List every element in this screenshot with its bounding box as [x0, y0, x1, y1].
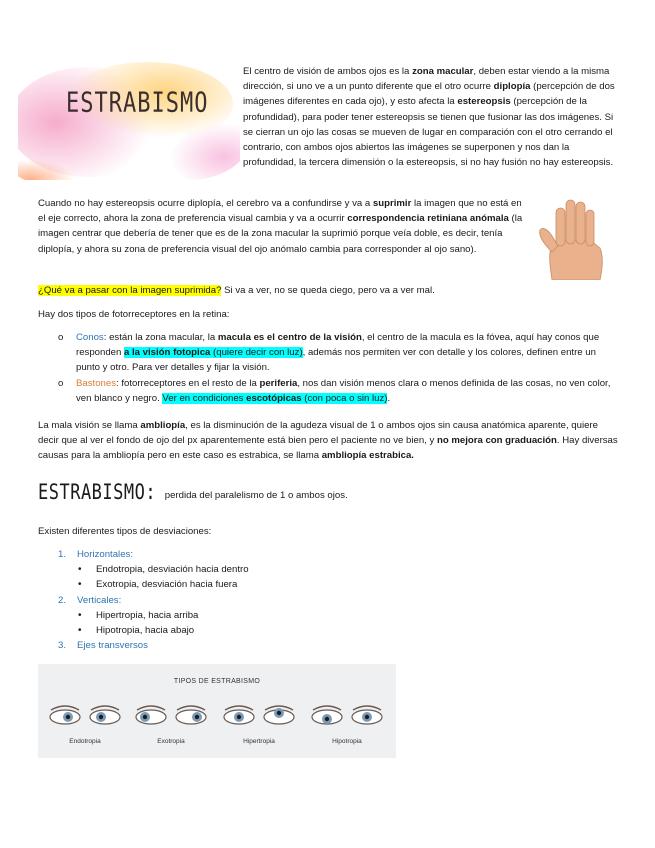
sub-item — [58, 562, 558, 577]
strabismus-figure — [38, 664, 396, 758]
figure-label-endotropia: Endotropia — [69, 738, 101, 745]
eyes-endotropia-icon — [48, 702, 122, 730]
category-label: Horizontales: — [77, 549, 133, 560]
answer-text: Si va a ver, no se queda ciego, pero va a ver mal. — [221, 285, 435, 296]
conos-label: Conos — [76, 332, 104, 343]
highlight-text: Ver en condiciones — [162, 392, 247, 404]
list-item-horizontales — [58, 547, 558, 562]
sub-item — [58, 608, 558, 623]
bold-term: no mejora con graduación — [436, 435, 557, 447]
bastones-label: Bastones — [76, 377, 117, 389]
sub-item — [58, 577, 558, 592]
highlight-term: a la visión fotopica — [124, 347, 211, 359]
deviation-intro: Existen diferentes tipos de desviaciones: — [38, 526, 212, 537]
bold-term: suprimir — [372, 198, 412, 209]
text-run: (percepción de dos imágenes diferentes en cada ojo), y esto afecta la — [243, 81, 615, 108]
list-item-transversos — [58, 638, 558, 653]
page-title: ESTRABISMO — [66, 87, 209, 119]
eyes-hipertropia-icon — [222, 702, 296, 730]
eyes-hipotropia-icon — [310, 702, 384, 730]
text-run: la imagen que no está en el eje correcto, ahora la zona de preferencia visual cambia y va a ocurrir — [38, 198, 522, 225]
deviation-list — [58, 547, 558, 653]
category-label: Ejes transversos — [77, 640, 148, 652]
sub-item — [58, 623, 558, 638]
text-run: (la imagen centrar que debería de tener que es de la zona macular la suprimió porque veía doble, es decir, tenía diplopía, y ahora su zona de preferencia visual del ojo anómalo cambia para corresponder al ojo sano). — [38, 213, 523, 255]
sub-item-text: Endotropia, desviación hacia dentro — [96, 564, 249, 576]
bold-term: zona macular — [412, 66, 474, 77]
bullet-dot: • — [78, 625, 82, 637]
figure-label-hipertropia: Hipertropia — [243, 738, 275, 745]
list-number: 3. — [58, 640, 67, 652]
bold-term: ambliopía estrabica. — [321, 450, 414, 462]
list-item-conos — [58, 330, 620, 376]
highlight-text: (quiere decir con luz) — [210, 347, 303, 359]
hand-image — [530, 196, 620, 280]
bold-term: diplopía — [493, 81, 531, 93]
bullet-dot: • — [78, 609, 82, 621]
ambliopia-paragraph — [38, 418, 618, 464]
bold-term: periferia — [259, 377, 298, 389]
list-item-verticales — [58, 593, 558, 608]
bold-term: estereopsis — [457, 96, 511, 108]
text-run: Cuando no hay estereopsis ocurre diplopía, el cerebro va a confundirse y va a — [38, 198, 373, 209]
watercolor-splash — [18, 62, 240, 180]
sub-item-text: Hipertropia, hacia arriba — [96, 609, 199, 621]
bold-term: macula es el centro de la visión — [217, 332, 362, 343]
estrabismo-definition — [38, 480, 618, 506]
text-run: . — [387, 392, 391, 404]
sub-item-text: Hipotropia, hacia abajo — [96, 625, 195, 637]
text-run: (percepción de la profundidad), para poder tener estereopsis se tienen que fusionar las dos imágenes. Si se cierran un ojo las cosas se mueven de lugar en comparación con el otro cerrando el contrario, con ambos ojos abiertos las imágenes se superponen y nos dan la profundidad, la tercera dimensión o la estereopsis, si no hay fusión no hay estereopsis. — [243, 96, 614, 169]
category-label: Verticales: — [77, 594, 122, 606]
text-run: El centro de visión de ambos ojos es la — [243, 66, 413, 77]
circle-bullet: o — [58, 332, 64, 343]
list-number: 2. — [58, 594, 67, 606]
text-run: . Hay diversas causas para la ambliopía pero en este caso es estrabica, se llama — [38, 435, 618, 462]
text-run: , deben estar viendo a la misma dirección, si uno ve a un punto diferente que el otro ocurre — [243, 66, 610, 93]
bullet-dot: • — [78, 564, 82, 576]
figure-label-hipotropia: Hipotropia — [332, 738, 362, 745]
list-number: 1. — [58, 549, 67, 560]
list-item-bastones — [58, 376, 620, 406]
figure-label-exotropia: Exotropia — [157, 738, 185, 745]
bold-term: ambliopía — [140, 420, 186, 431]
text-run: La mala visión se llama — [38, 420, 141, 431]
figure-title: TIPOS DE ESTRABISMO — [173, 678, 261, 685]
text-run: , además nos permiten ver con detalle y los colores, definen entre un punto y otro. Para ver detalles y fijar la visión. — [76, 347, 596, 374]
text-run: , es la disminución de la agudeza visual de 1 o ambos ojos sin causa anatómica aparente, quiere decir que al ver el fondo de ojo del px aparentemente está bien pero el paciente no ve bien, y — [38, 420, 598, 447]
question-line — [38, 283, 618, 298]
bold-term: correspondencia retiniana anómala — [347, 213, 509, 225]
definition-text: perdida del paralelismo de 1 o ambos ojos. — [162, 490, 348, 501]
highlight-term: escotópicas — [246, 392, 302, 404]
eyes-exotropia-icon — [134, 702, 208, 730]
intro-paragraph — [243, 64, 623, 170]
circle-bullet: o — [58, 377, 64, 389]
text-run: : fotorreceptores en el resto de la — [116, 377, 260, 389]
text-run: , el centro de la macula es la fóvea, aquí hay conos que responden — [76, 332, 600, 359]
text-run: : están la zona macular, la — [103, 332, 218, 343]
photoreceptor-list — [58, 330, 620, 406]
highlight-text: (con poca o sin luz) — [301, 392, 388, 404]
estrabismo-heading: ESTRABISMO: — [38, 480, 157, 506]
text-run: , nos dan visión menos clara o menos definida de las cosas, no ven color, ven blanco y negro. — [76, 377, 611, 404]
photoreceptor-intro: Hay dos tipos de fotorreceptores en la retina: — [38, 309, 230, 320]
diplopia-paragraph — [38, 196, 525, 257]
bullet-dot: • — [78, 579, 82, 591]
sub-item-text: Exotropia, desviación hacia fuera — [96, 579, 238, 591]
highlighted-question: ¿Qué va a pasar con la imagen suprimida? — [38, 285, 222, 296]
